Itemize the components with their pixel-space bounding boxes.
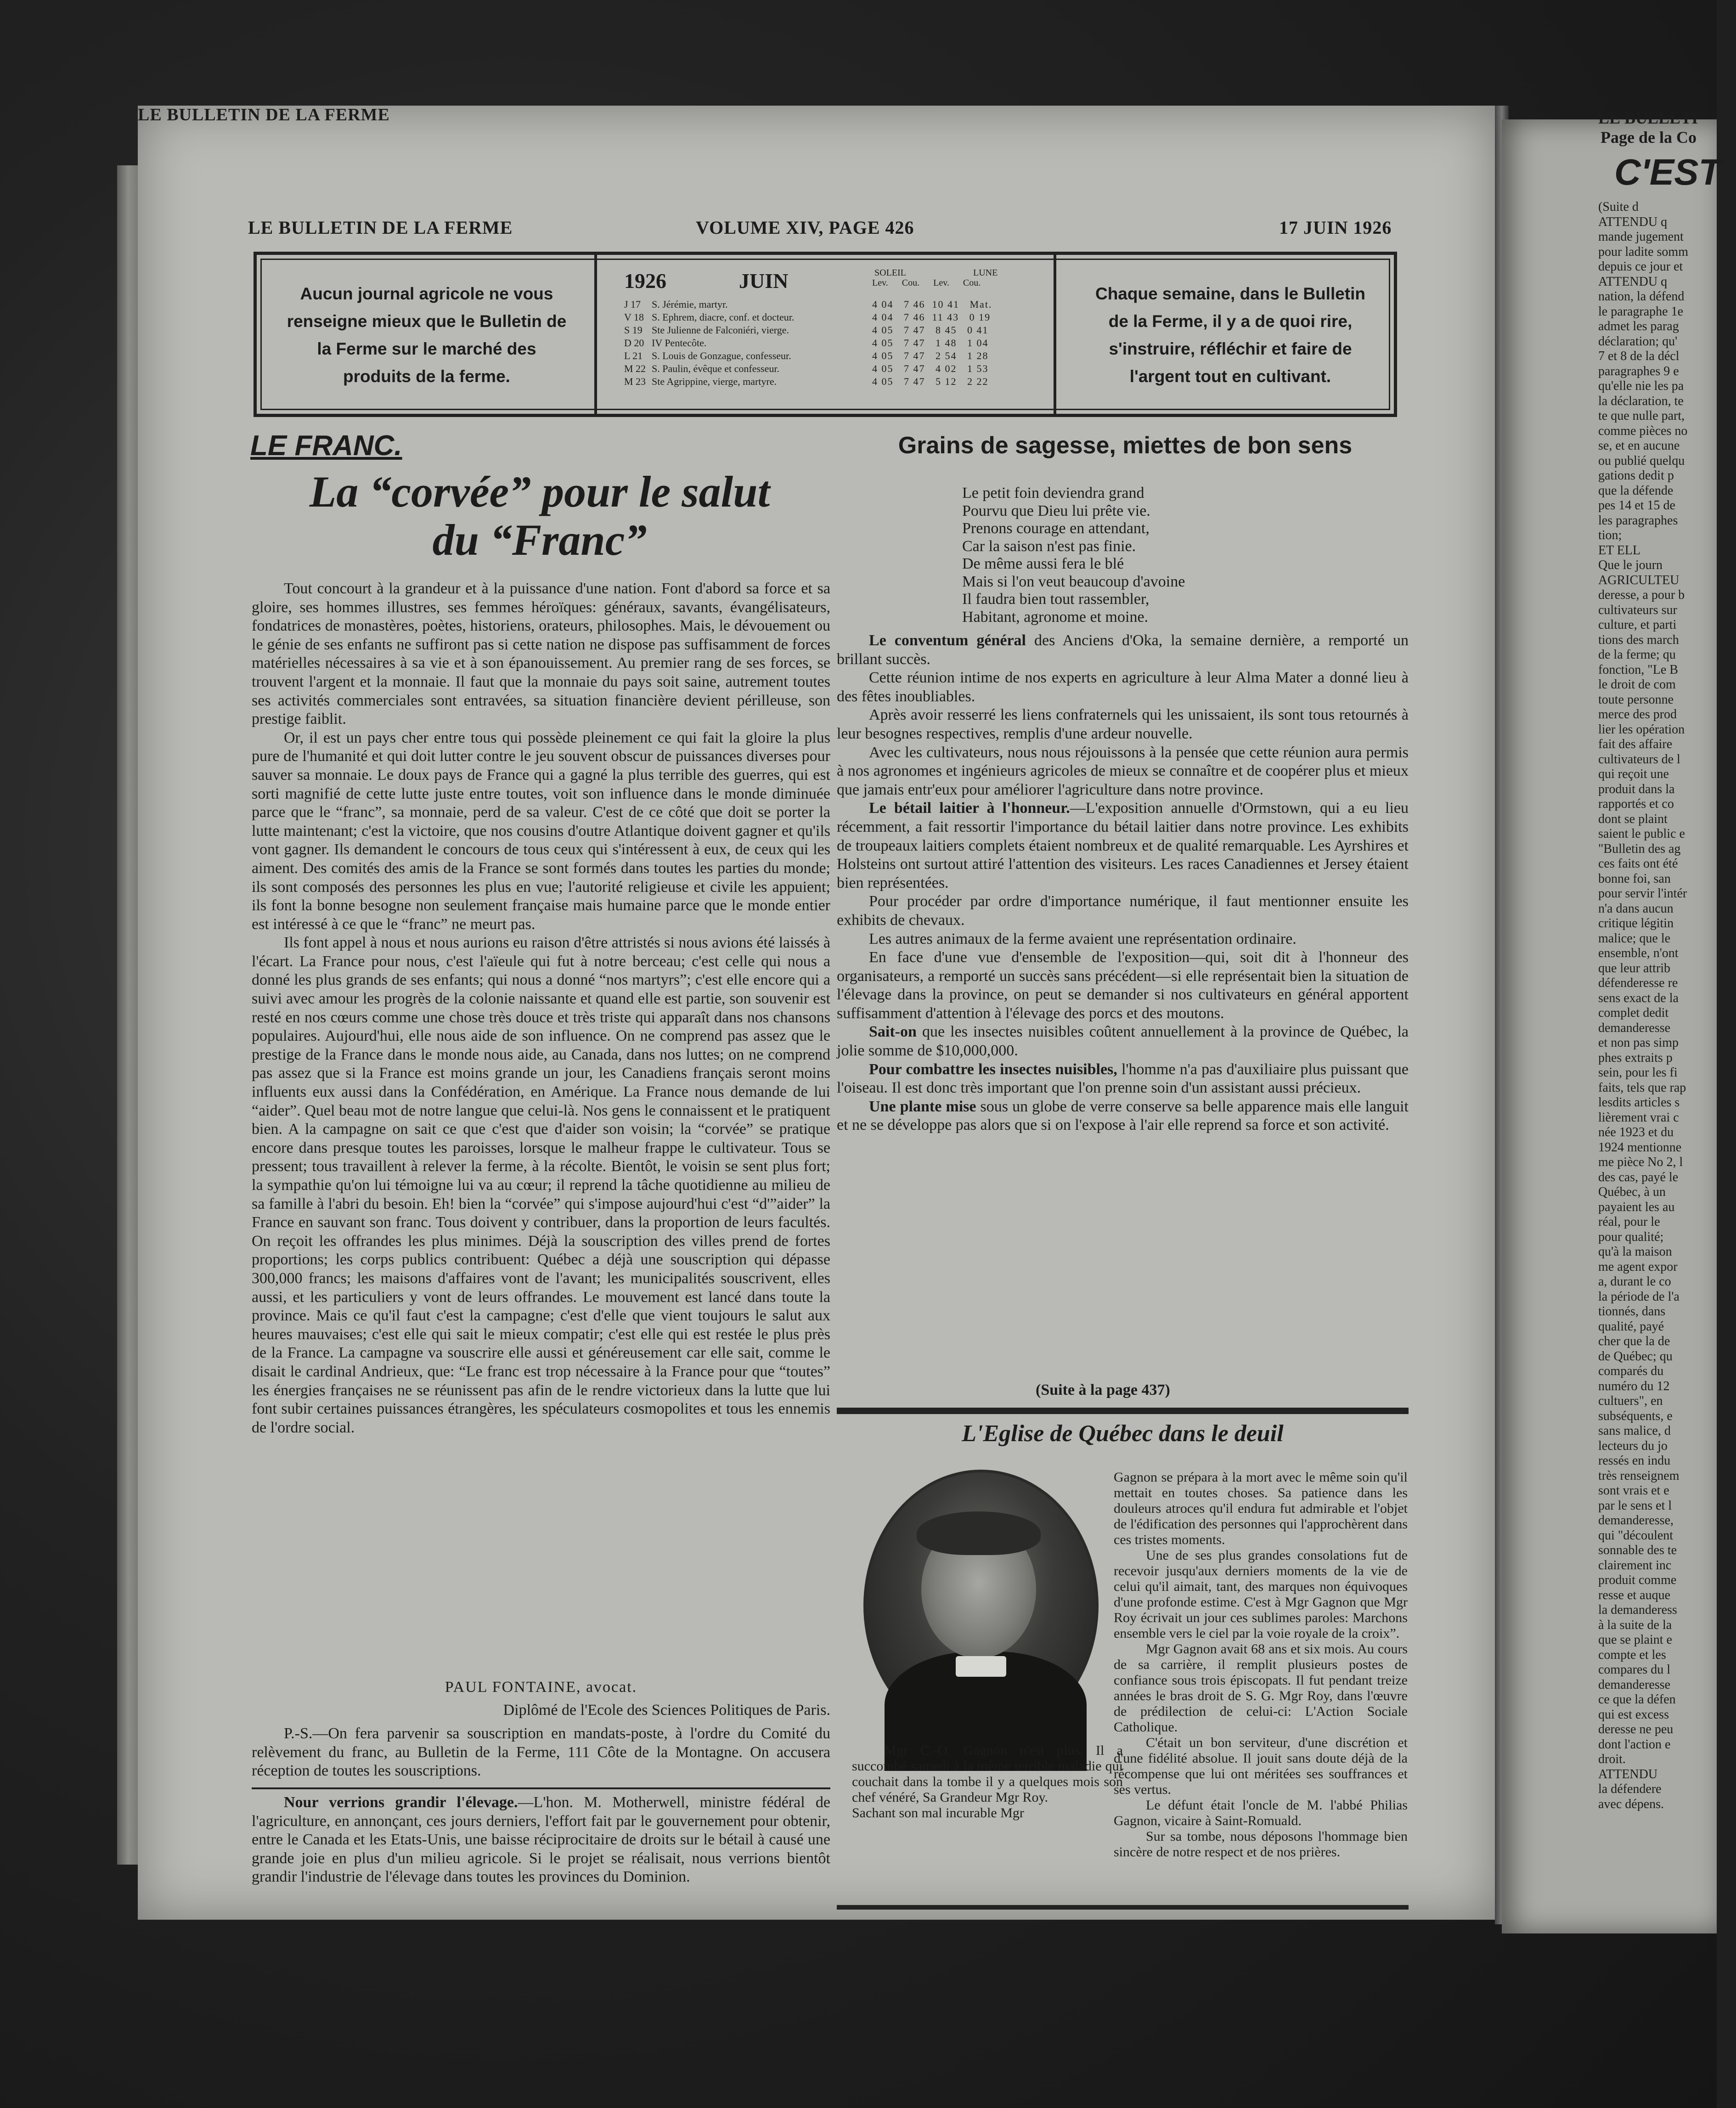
- elevage-text: —L'hon. M. Motherwell, ministre fédéral de l'agriculture, en annonçant, ces jours derniers, l'effort fait par le gouvernement pour obtenir, entre le Canada et les Etats-Unis, une baisse réciprocitaire de droits sur le bétail à causé une grande joie en plus d'un milieu agricole. Si le projet se réalisait, nous verrions bientôt grandir l'industrie de l'élevage dans toutes les provinces du Dominion.: [252, 1794, 831, 1886]
- grains-paragraph: [837, 948, 1409, 1023]
- deuil-paragraph: Le défunt était l'oncle de M. l'abbé Philias Gagnon, vicaire à Saint-Romuald.: [1114, 1798, 1408, 1828]
- facing-page-line: "Bulletin des ag: [1598, 841, 1681, 856]
- facing-page-line: cultivateurs sur: [1598, 603, 1677, 617]
- facing-page-line: Que le journ: [1598, 558, 1663, 572]
- facing-page-line: lecteurs du jo: [1598, 1438, 1668, 1453]
- grains-paragraph: [837, 1060, 1409, 1098]
- facing-page-line: phes extraits p: [1598, 1050, 1673, 1065]
- promo-right: Chaque semaine, dans le Bulletin de la Ferme, il y a de quoi rire, s'instruire, réfléchir et faire de l'argent tout en cultivant.: [1095, 284, 1366, 386]
- facing-page-line: bonne foi, san: [1598, 871, 1671, 886]
- facing-page-line: saient le public e: [1598, 827, 1685, 841]
- poem-line: Pourvu que Dieu lui prête vie.: [962, 502, 1150, 519]
- article-affiliation: Diplômé de l'Ecole des Sciences Politiques de Paris.: [503, 1702, 830, 1719]
- facing-page-line: tion;: [1598, 528, 1622, 542]
- article-ps-text: P.-S.—On fera parvenir sa souscription en mandats-poste, à l'ordre du Comité du relèvement du franc, au Bulletin de la Ferme, 111 Côte de la Montagne. On accusera réception de toutes les souscriptions.: [252, 1725, 830, 1780]
- header-publication-name: LE BULLETIN DE LA FERME: [248, 217, 513, 238]
- calendar-day: M 23: [624, 376, 646, 387]
- facing-page-line: sens exact de la: [1598, 991, 1679, 1005]
- facing-page-line: sonnable des te: [1598, 1543, 1677, 1557]
- facing-page-line: demanderesse: [1598, 1677, 1671, 1692]
- facing-page-line: mande jugement: [1598, 230, 1684, 244]
- facing-page-line: te que nulle part,: [1598, 409, 1685, 423]
- grains-text: Pour procéder par ordre d'importance numérique, il faut mentionner ensuite les exhibits de chevaux.: [837, 893, 1409, 929]
- header-publication: LE BULLETIN DE LA FERME: [138, 105, 390, 124]
- facing-page-line: droit.: [1598, 1752, 1626, 1766]
- article-kicker: LE FRANC.: [250, 430, 402, 462]
- facing-page-line: que leur attrib: [1598, 961, 1671, 975]
- facing-page-line: qu'elle nie les pa: [1598, 379, 1684, 393]
- grains-text: Cette réunion intime de nos experts en agriculture à leur Alma Mater a donné lieu à des fêtes inoubliables.: [837, 669, 1409, 705]
- facing-page-line: très renseignem: [1598, 1468, 1680, 1483]
- facing-page-line: (Suite d: [1598, 200, 1639, 214]
- grains-poem: [962, 485, 1185, 626]
- portrait-photo: [863, 1470, 1099, 1742]
- facing-page-line: demanderesse,: [1598, 1513, 1674, 1527]
- deuil-paragraph: Une de ses plus grandes consolations fut de recevoir jusqu'aux derniers moments de la vie de celui qu'il aimait, tant, des marques non équivoques d'une profonde estime. C'est à Mgr Gagnon que Mgr Roy écrivait un jour ces sublimes paroles: Marchons ensemble vers le ciel par la voie royale de la croix”.: [1114, 1548, 1408, 1641]
- facing-page-line: le droit de com: [1598, 677, 1676, 692]
- facing-page-line: nation, la défend: [1598, 289, 1685, 304]
- calendar-row: [624, 337, 1037, 350]
- facing-page-line: subséquents, e: [1598, 1409, 1673, 1423]
- facing-page-line: numéro du 12: [1598, 1379, 1670, 1393]
- calendar-times: 4 04 7 46 11 43 0 19: [872, 311, 991, 323]
- grains-paragraph: [837, 669, 1409, 706]
- facing-page-line: admet les parag: [1598, 319, 1679, 333]
- facing-page-line: tionnés, dans: [1598, 1304, 1666, 1319]
- facing-page-line: malice; que le: [1598, 931, 1671, 946]
- grains-paragraph: [837, 744, 1409, 800]
- facing-page-line: sont vrais et e: [1598, 1483, 1669, 1498]
- calendar-saint: S. Jérémie, martyr.: [652, 299, 728, 310]
- facing-page-line: faits, tels que rap: [1598, 1080, 1686, 1095]
- facing-page-line: la déclaration, te: [1598, 394, 1684, 408]
- facing-page-line: fonction, "Le B: [1598, 662, 1678, 677]
- facing-page-line: ATTENDU q: [1598, 214, 1668, 229]
- facing-page-line: pour qualité;: [1598, 1229, 1664, 1244]
- facing-page-line: resse et auque: [1598, 1588, 1671, 1602]
- calendar-times: 4 05 7 47 1 48 1 04: [872, 337, 989, 349]
- facing-page-line: pes 14 et 15 de: [1598, 498, 1675, 513]
- facing-page-line: la demanderess: [1598, 1603, 1677, 1617]
- deuil-paragraph: Mgr Gagnon avait 68 ans et six mois. Au cours de sa carrière, il remplit plusieurs postes de confiance sous trois épiscopats. Il fut pendant treize années le bras droit de S. G. Mgr Roy, dans l'œuvre de prédilection de celui-ci: L'Action Sociale Catholique.: [1114, 1641, 1408, 1735]
- calendar-times: 4 05 7 47 5 12 2 22: [872, 376, 989, 387]
- calendar-row: [624, 311, 1037, 324]
- info-box-divider-right: [1054, 255, 1056, 414]
- calendar-day: M 22: [624, 363, 646, 374]
- facing-page-line: des cas, payé le: [1598, 1170, 1679, 1184]
- facing-page-line: sans malice, d: [1598, 1424, 1671, 1438]
- facing-page-line: que se plaint e: [1598, 1633, 1672, 1647]
- facing-page-line: la période de l'a: [1598, 1289, 1680, 1304]
- facing-page-line: qui "découlent: [1598, 1528, 1674, 1543]
- article-paragraph: Ils font appel à nous et nous aurions eu raison d'être attristés si nous avions été laissés à l'écart. La France pour nous, c'est l'aïeule qui fut à notre berceau; c'est celle qui nous a donné les plus grands de ses enfants; qui nous a donné “nos martyrs”; c'est elle encore qui a suivi avec amour les progrès de la colonie naissante et quand elle est partie, son souvenir est resté en nos cœurs comme une chose très douce et très triste qui apparaît dans nos chansons populaires. Aujourd'hui, elle nous aide de son influence. On ne comprend pas assez que le prestige de la France dans le monde nous aide, au Canada, dans nos luttes; on ne comprend pas assez que si la France est moins grande un jour, les Canadiens français seront moins influents eux aussi dans la Confédération, en Amérique. La France nous demande de lui “aider”. Quel beau mot de notre langue que celui-là. Nos gens le connaissent et le pratiquent bien. A la campagne on sait ce que c'est que d'aider son voisin; la “corvée” se pratique encore dans presque toutes les paroisses, lorsque le malheur frappe le cultivateur. Tous se pressent; tous travaillent à relever la ferme, à la récolte. Bientôt, le voisin se sent plus fort; la sympathie qu'on lui témoigne lui va au cœur; il reprend la tâche quotidienne au milieu de sa famille à l'abri du besoin. Eh! bien la “corvée” qui s'impose aujourd'hui c'est “d'”aider” la France en sauvant son franc. Tous doivent y contribuer, dans la proportion de leurs facultés. On reçoit les offrandes les plus minimes. Déjà la souscription des villes prend de fortes proportions; les corps publics contribuent: Québec a déjà une souscription qui dépasse 300,000 francs; les maisons d'affaires vont de l'avant; les municipalités souscrivent, elles aussi, et les particuliers y vont de leurs offrandes. Le mouvement est lancé dans toute la province. Mais ce qu'il faut c'est la campagne; c'est d'elle que vient toujours le salut aux heures mauvaises; c'est elle qui sait le mieux compatir; c'est elle qui est restée le plus près de la France. La campagne va souscrire elle aussi et généreusement car elle sait, comme le disait le cardinal Andrieux, que: “Le franc est trop nécessaire à la France pour que “toutes” les énergies françaises ne se réunissent pas afin de le rendre victorieux dans la lutte que lui font subir certaines puissances étrangères, les spéculateurs cosmopolites et tous les ennemis de l'ordre social.: [252, 934, 830, 1436]
- facing-page-line: qui reçoit une: [1598, 767, 1669, 781]
- grains-suite: (Suite à la page 437): [1036, 1381, 1170, 1398]
- facing-page-text: [1598, 200, 1736, 1812]
- calendar-saint: S. Louis de Gonzague, confesseur.: [652, 350, 791, 361]
- article-author: PAUL FONTAINE, avocat.: [445, 1679, 637, 1696]
- facing-page-line: 1924 mentionne: [1598, 1140, 1682, 1155]
- calendar-row: [624, 299, 1037, 311]
- facing-page-line: critique légitin: [1598, 916, 1674, 930]
- poem-line: Habitant, agronome et moine.: [962, 608, 1149, 626]
- facing-page-line: toute personne: [1598, 692, 1674, 707]
- facing-page-line: depuis ce jour et: [1598, 259, 1683, 274]
- grains-paragraph: [837, 631, 1409, 669]
- article-body: [252, 580, 830, 1437]
- calendar-columns: Lev. Cou. Lev. Cou.: [872, 278, 981, 288]
- facing-page-line: ces faits ont été: [1598, 857, 1678, 871]
- facing-page-line: produit comme: [1598, 1573, 1677, 1587]
- poem-line: Mais si l'on veut beaucoup d'avoine: [962, 573, 1185, 590]
- article-title-line1: La “corvée” pour le salut: [309, 467, 770, 516]
- facing-page-title: C'EST: [1614, 152, 1721, 192]
- facing-page-line: la défendere: [1598, 1782, 1662, 1796]
- poem-line: Il faudra bien tout rassembler,: [962, 591, 1150, 608]
- facing-page-line: déclaration; qu': [1598, 334, 1678, 349]
- grains-paragraph: [837, 799, 1409, 892]
- facing-page-line: comparés du: [1598, 1364, 1664, 1378]
- grains-lead: Une plante mise: [869, 1098, 976, 1115]
- facing-page-line: cultivateurs de l: [1598, 752, 1680, 767]
- calendar-row: [624, 376, 1037, 389]
- deuil-bottom-rule: [837, 1905, 1409, 1910]
- facing-page-line: ce que la défen: [1598, 1692, 1676, 1707]
- facing-page-line: me pièce No 2, l: [1598, 1155, 1683, 1169]
- facing-page-line: ATTENDU q: [1598, 274, 1668, 289]
- facing-page-line: cher que la de: [1598, 1334, 1670, 1348]
- portrait-collar: [956, 1656, 1006, 1677]
- article-title-line2: du “Franc”: [432, 515, 647, 564]
- grains-paragraph: [837, 1023, 1409, 1060]
- facing-page-line: produit dans la: [1598, 782, 1675, 796]
- grains-title: Grains de sagesse, miettes de bon sens: [898, 432, 1353, 459]
- promo-left: Aucun journal agricole ne vous renseigne mieux que le Bulletin de la Ferme sur le marché des produits de la ferme.: [287, 284, 567, 386]
- grains-text: sous un globe de verre conserve sa belle apparence mais elle languit et ne se développe pas alors que si on l'expose à l'air elle reprend sa force et son activité.: [837, 1098, 1409, 1134]
- grains-paragraph: [837, 930, 1409, 949]
- facing-page-line: défenderesse re: [1598, 976, 1678, 990]
- facing-page-line: ET ELL: [1598, 543, 1641, 558]
- facing-page-line: sein, pour les fi: [1598, 1065, 1678, 1080]
- deuil-paragraph: C'était un bon serviteur, d'une discrétion et d'une fidélité absolue. Il jouit sans doute déjà de la récompense que lui ont méritées ses souffrances et ses vertus.: [1114, 1735, 1408, 1797]
- facing-page-line: compte et les: [1598, 1647, 1666, 1662]
- facing-page-line: de la ferme; qu: [1598, 648, 1676, 662]
- calendar-day: S 19: [624, 324, 643, 336]
- poem-line: Le petit foin deviendra grand: [962, 485, 1144, 502]
- grains-text: que les insectes nuisibles coûtent annuellement à la province de Québec, la jolie somme de $10,000,000.: [837, 1023, 1409, 1060]
- grains-lead: Le conventum général: [869, 632, 1026, 649]
- grains-text: des Anciens d'Oka, la semaine dernière, a remporté un brillant succès.: [837, 632, 1409, 668]
- facing-page-line: ensemble, n'ont: [1598, 946, 1679, 960]
- grains-text: —L'exposition annuelle d'Ormstown, qui a eu lieu récemment, a fait ressortir l'importance du bétail laitier dans notre province. Les exhibits de troupeaux laitiers complets étaient nombreux et de qualité remarquable. Les Ayrshires et Holsteins ont surtout attiré l'attention des visiteurs. Les races Canadiennes et Jersey étaient bien représentées.: [837, 800, 1409, 891]
- deuil-caption: [852, 1743, 1123, 1821]
- calendar-saint: IV Pentecôte.: [652, 337, 707, 349]
- facing-page-line: compares du l: [1598, 1663, 1671, 1677]
- poem-line: Prenons courage en attendant,: [962, 520, 1150, 537]
- info-box-divider-left: [594, 255, 597, 414]
- facing-page-subheader: Page de la Co: [1601, 128, 1697, 147]
- calendar-soleil: SOLEIL: [874, 268, 906, 278]
- article-bottom-rule: [252, 1787, 830, 1789]
- grains-text: Avec les cultivateurs, nous nous réjouissons à la pensée que cette réunion aura permis à nos agronomes et ingénieurs agricoles de mieux se connaître et de coopérer plus et mieux que jamais entr'eux pour améliorer l'agriculture dans notre province.: [837, 744, 1409, 798]
- deuil-paragraph: Sur sa tombe, nous déposons l'hommage bien sincère de notre respect et de nos prières.: [1114, 1829, 1408, 1860]
- facing-page-line: comme pièces no: [1598, 423, 1688, 438]
- grains-paragraph: [837, 706, 1409, 743]
- grains-text: Les autres animaux de la ferme avaient une représentation ordinaire.: [869, 930, 1296, 947]
- deuil-text-column: [1114, 1470, 1408, 1860]
- facing-page-line: ou publié quelqu: [1598, 453, 1685, 468]
- header-volume: VOLUME XIV, PAGE 426: [696, 217, 914, 238]
- calendar-saint: Ste Agrippine, vierge, martyre.: [652, 376, 777, 387]
- facing-page-line: a, durant le co: [1598, 1274, 1671, 1289]
- grains-text: Après avoir resserré les liens confraternels qui les unissaient, ils sont tous retournés à leur besognes respectives, remplis d'une ardeur nouvelle.: [837, 706, 1409, 742]
- facing-page-line: gations dedit p: [1598, 468, 1674, 483]
- facing-page: [1502, 109, 1721, 1933]
- facing-page-line: payaient les au: [1598, 1200, 1675, 1214]
- calendar-times: 4 05 7 47 2 54 1 28: [872, 350, 989, 361]
- facing-page-line: 7 et 8 de la décl: [1598, 349, 1680, 363]
- facing-page-line: deresse, a pour b: [1598, 588, 1685, 602]
- calendar-lune: LUNE: [973, 268, 998, 278]
- calendar-saint: S. Paulin, évêque et confesseur.: [652, 363, 779, 374]
- facing-page-line: ressés en indu: [1598, 1454, 1671, 1468]
- calendar-day: L 21: [624, 350, 643, 361]
- facing-page-line: qu'à la maison: [1598, 1245, 1672, 1259]
- grains-paragraph: [837, 1098, 1409, 1135]
- grains-paragraph: [837, 892, 1409, 930]
- facing-page-line: par le sens et l: [1598, 1498, 1672, 1513]
- deuil-caption-continued: Sachant son mal incurable Mgr: [852, 1805, 1024, 1821]
- running-head: [110, 105, 1401, 140]
- calendar-times: 4 05 7 47 8 45 0 41: [872, 324, 989, 336]
- facing-page-line: avec dépens.: [1598, 1797, 1664, 1811]
- facing-page-line: le paragraphe 1e: [1598, 304, 1683, 319]
- facing-page-line: me agent expor: [1598, 1259, 1678, 1274]
- poem-line: De même aussi fera le blé: [962, 555, 1124, 572]
- grains-text: En face d'une vue d'ensemble de l'exposition—qui, soit dit à l'honneur des organisateurs, a remporté un succès sans précédent—si elle représentait bien la situation de l'élevage dans la province, on peut se demander si nos cultivateurs en général apportent suffisamment d'attention à l'élevage des porcs et des moutons.: [837, 949, 1409, 1022]
- article-ps: [252, 1725, 830, 1781]
- facing-page-line: demanderesse: [1598, 1020, 1671, 1035]
- facing-page-line: Québec, à un: [1598, 1185, 1666, 1199]
- calendar-row: [624, 363, 1037, 376]
- calendar-times: 4 05 7 47 4 02 1 53: [872, 363, 989, 374]
- elevage-item: [252, 1793, 830, 1887]
- facing-page-line: qualité, payé: [1598, 1319, 1664, 1334]
- deuil-caption-text: Mgr C.-O. Gagnon n'est plus. Il a succombé samedi à la même terrible maladie qui couchait dans la tombe il y a quelques mois son chef vénéré, Sa Grandeur Mgr Roy.: [852, 1743, 1123, 1805]
- deuil-title: L'Eglise de Québec dans le deuil: [962, 1420, 1284, 1447]
- facing-page-line: de Québec; qu: [1598, 1349, 1673, 1364]
- facing-page-line: fait des affaire: [1598, 737, 1673, 751]
- facing-page-line: se, et en aucune: [1598, 439, 1680, 453]
- facing-page-line: paragraphes 9 e: [1598, 364, 1679, 378]
- poem-line: Car la saison n'est pas finie.: [962, 537, 1136, 555]
- facing-page-line: née 1923 et du: [1598, 1125, 1674, 1139]
- calendar-row: [624, 324, 1037, 337]
- deuil-paragraph: Gagnon se prépara à la mort avec le même soin qu'il mettait en toutes choses. Sa patience dans les douleurs atroces qu'il endura fut admirable et l'objet de l'édification des personnes qui l'approchèrent dans ces tristes moments.: [1114, 1470, 1408, 1547]
- grains-lead: Sait-on: [869, 1023, 917, 1041]
- calendar-times: 4 04 7 46 10 41 Mat.: [872, 299, 992, 310]
- info-box: [254, 252, 1397, 417]
- facing-page-line: merce des prod: [1598, 707, 1677, 721]
- facing-page-line: cultuers", en: [1598, 1394, 1663, 1408]
- facing-page-line: que la défende: [1598, 483, 1674, 498]
- facing-page-line: qui est excess: [1598, 1707, 1669, 1722]
- facing-page-line: à la suite de la: [1598, 1618, 1672, 1632]
- calendar-day: D 20: [624, 337, 644, 349]
- facing-page-line: rapportés et co: [1598, 797, 1674, 811]
- facing-page-line: tions des march: [1598, 632, 1679, 647]
- article-paragraph: Tout concourt à la grandeur et à la puissance d'une nation. Font d'abord sa force et sa gloire, ses hommes illustres, ses femmes héroïques: généraux, savants, évangélisateurs, fondatrices de monastères, poètes, historiens, orateurs, philosophes. Mais, le dévouement ou le génie de ses enfants ne suffiront pas si cette nation ne dispose pas suffisamment de forces matérielles nécessaires à sa vie et à son épanouissement. Au premier rang de ses forces, se trouvent l'argent et la monnaie. Il faut que la monnaie du pays soit saine, autrement toutes ses activités commerciales sont entravées, sa situation financière devient périlleuse, son prestige faiblit.: [252, 580, 830, 728]
- calendar-month: JUIN: [739, 269, 789, 293]
- calendar-saint: S. Ephrem, diacre, conf. et docteur.: [652, 311, 795, 323]
- facing-page-line: n'a dans aucun: [1598, 901, 1674, 916]
- facing-page-line: pour servir l'intér: [1598, 886, 1687, 901]
- facing-page-line: deresse ne peu: [1598, 1722, 1674, 1736]
- header-date: 17 JUIN 1926: [1279, 217, 1392, 238]
- deuil-top-rule: [837, 1408, 1409, 1414]
- article-paragraph: Or, il est un pays cher entre tous qui possède pleinement ce qui fait la gloire la plus pure de l'humanité et qui doit lutter contre le jeu souvent obscur de puissances diverses pour sauver sa monnaie. Le doux pays de France qui a gagné la plus terrible des guerres, qui est sorti magnifié de cette lutte juste entre toutes, voit son influence dans le monde diminuée parce que le “franc”, sa monnaie, perd de sa valeur. C'est de ce côté que doit se porter la lutte maintenant; c'est la victoire, que nos cousins d'outre Atlantique doivent gagner et qu'ils vont gagner. Ils demandent le concours de tous ceux qui s'intéressent à eux, de ceux qui les aiment. Des comités des amis de la France se sont formés dans toutes les parties du monde; ils sont composés des personnes les plus en vue; l'autorité religieuse et civile les appuient; ils font la bonne besogne non seulement française mais humaine parce que le monde entier est intéressé à ce que le “franc” ne meurt pas.: [252, 729, 830, 933]
- facing-page-header: LE BULLETI: [1598, 109, 1698, 127]
- facing-page-line: dont l'action e: [1598, 1737, 1671, 1752]
- calendar-day: V 18: [624, 311, 644, 323]
- calendar-year: 1926: [624, 269, 666, 293]
- facing-page-line: complet dedit: [1598, 1006, 1669, 1020]
- facing-page-line: lier les opération: [1598, 722, 1685, 737]
- facing-page-line: clairement inc: [1598, 1558, 1672, 1573]
- grains-lead: Le bétail laitier à l'honneur.: [869, 800, 1070, 817]
- facing-page-line: réal, pour le: [1598, 1215, 1660, 1229]
- calendar-row: [624, 350, 1037, 363]
- facing-page-line: lesdits articles s: [1598, 1095, 1680, 1110]
- facing-page-line: et non pas simp: [1598, 1036, 1679, 1050]
- grains-lead: Pour combattre les insectes nuisibles,: [869, 1060, 1117, 1078]
- calendar-day: J 17: [624, 299, 641, 310]
- facing-page-line: ATTENDU: [1598, 1767, 1658, 1781]
- portrait-hair: [917, 1511, 1041, 1555]
- facing-page-line: AGRICULTEU: [1598, 573, 1680, 587]
- elevage-lead: Nour verrions grandir l'élevage.: [284, 1794, 518, 1811]
- grains-text: l'homme n'a pas d'auxiliaire plus puissant que l'oiseau. Il est donc très important que l'on prenne soin d'un assistant aussi précieux.: [837, 1060, 1409, 1097]
- calendar-saint: Ste Julienne de Falconiéri, vierge.: [652, 324, 789, 336]
- facing-page-line: dont se plaint: [1598, 812, 1668, 826]
- facing-page-line: pour ladite somm: [1598, 244, 1688, 259]
- elevage-paragraph: [252, 1793, 830, 1887]
- facing-page-line: culture, et parti: [1598, 618, 1677, 632]
- facing-page-line: les paragraphes: [1598, 513, 1678, 528]
- facing-page-line: lièrement vrai c: [1598, 1110, 1679, 1125]
- grains-body: [837, 631, 1409, 1135]
